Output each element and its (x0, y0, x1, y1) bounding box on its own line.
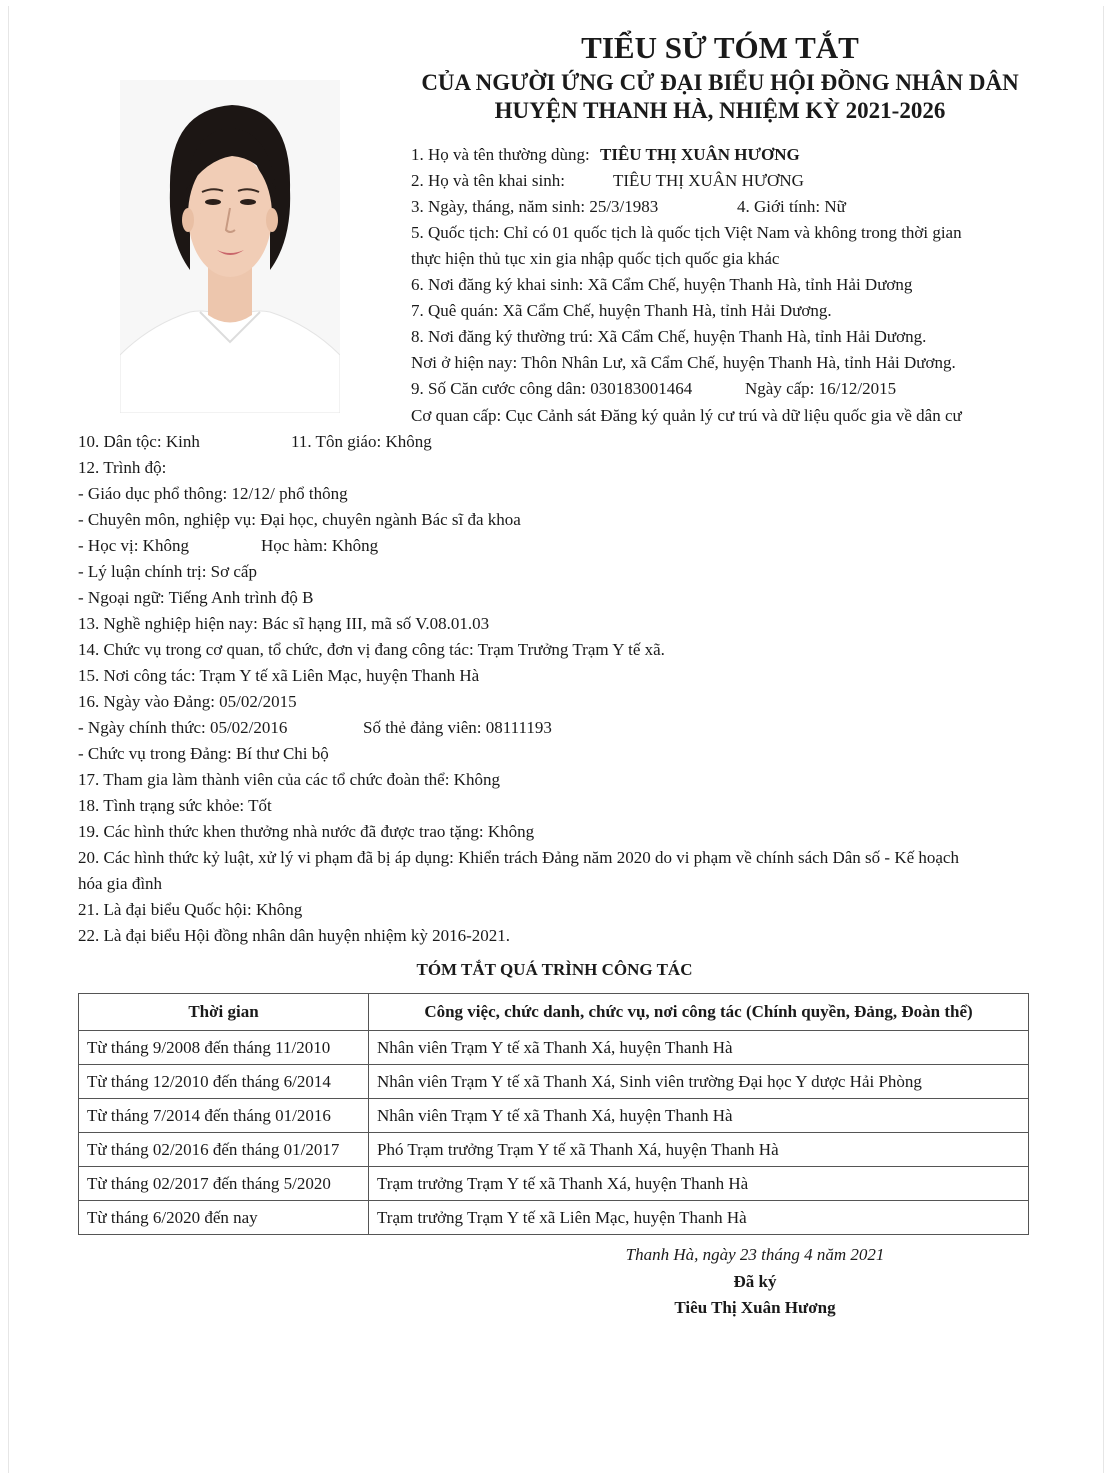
current-residence: Nơi ở hiện nay: Thôn Nhân Lư, xã Cẩm Chế, huyện Thanh Hà, tỉnh Hải Dương. (411, 353, 956, 372)
birth-name-value: TIÊU THỊ XUÂN HƯƠNG (613, 171, 804, 190)
row-time: Từ tháng 9/2008 đến tháng 11/2010 (79, 1031, 369, 1065)
row-job: Nhân viên Trạm Y tế xã Thanh Xá, Sinh viên trường Đại học Y dược Hải Phòng (369, 1065, 1029, 1099)
table-row (79, 1099, 1029, 1133)
religion: 11. Tôn giáo: Không (291, 432, 432, 451)
table-header-row (79, 994, 1029, 1031)
disciplinary-line-1: 20. Các hình thức kỷ luật, xử lý vi phạm đã bị áp dụng: Khiển trách Đảng năm 2020 do vi phạm về chính sách Dân số - Kế hoạch (78, 848, 959, 867)
row-time: Từ tháng 02/2016 đến tháng 01/2017 (79, 1133, 369, 1167)
table-row (79, 1031, 1029, 1065)
common-name-value: TIÊU THỊ XUÂN HƯƠNG (600, 145, 800, 164)
organization-membership: 17. Tham gia làm thành viên của các tổ chức đoàn thể: Không (78, 770, 500, 789)
citizen-id-issuer: Cơ quan cấp: Cục Cảnh sát Đăng ký quản lý cư trú và dữ liệu quốc gia về dân cư (411, 406, 962, 425)
professional-qualification: - Chuyên môn, nghiệp vụ: Đại học, chuyên ngành Bác sĩ đa khoa (78, 510, 521, 529)
common-name-label: 1. Họ và tên thường dùng: (411, 145, 590, 164)
signature-status: Đã ký (733, 1272, 777, 1291)
council-delegate: 22. Là đại biểu Hội đồng nhân dân huyện nhiệm kỳ 2016-2021. (78, 926, 511, 945)
party-position: - Chức vụ trong Đảng: Bí thư Chi bộ (78, 744, 329, 763)
document-subtitle-1: CỦA NGƯỜI ỨNG CỬ ĐẠI BIỂU HỘI ĐỒNG NHÂN DÂN (421, 70, 1019, 95)
row-time: Từ tháng 02/2017 đến tháng 5/2020 (79, 1167, 369, 1201)
education-heading: 12. Trình độ: (78, 458, 167, 477)
document-subtitle-2: HUYỆN THANH HÀ, NHIỆM KỲ 2021-2026 (494, 98, 946, 123)
portrait-photo (120, 80, 340, 413)
birth-registration-place: 6. Nơi đăng ký khai sinh: Xã Cẩm Chế, huyện Thanh Hà, tỉnh Hải Dương (411, 275, 913, 294)
table-row (79, 1133, 1029, 1167)
birth-name-label: 2. Họ và tên khai sinh: (411, 171, 565, 190)
nationality-line-2: thực hiện thủ tục xin gia nhập quốc tịch quốc gia khác (411, 249, 780, 268)
hometown: 7. Quê quán: Xã Cẩm Chế, huyện Thanh Hà, tỉnh Hải Dương. (411, 301, 832, 320)
citizen-id-number: 9. Số Căn cước công dân: 030183001464 (411, 379, 693, 398)
political-theory: - Lý luận chính trị: Sơ cấp (78, 562, 257, 581)
portrait-image (120, 80, 340, 413)
table-row (79, 1065, 1029, 1099)
disciplinary-line-2: hóa gia đình (78, 874, 163, 893)
info-line-2 (411, 169, 565, 193)
row-job: Nhân viên Trạm Y tế xã Thanh Xá, huyện Thanh Hà (369, 1099, 1029, 1133)
national-assembly-delegate: 21. Là đại biểu Quốc hội: Không (78, 900, 303, 919)
row-job: Phó Trạm trưởng Trạm Y tế xã Thanh Xá, huyện Thanh Hà (369, 1133, 1029, 1167)
info-line-1 (411, 143, 800, 167)
foreign-language: - Ngoại ngữ: Tiếng Anh trình độ B (78, 588, 314, 607)
signature-date: Thanh Hà, ngày 23 tháng 4 năm 2021 (625, 1245, 885, 1264)
row-time: Từ tháng 6/2020 đến nay (79, 1201, 369, 1235)
row-job: Trạm trưởng Trạm Y tế xã Liên Mạc, huyện Thanh Hà (369, 1201, 1029, 1235)
column-header-job: Công việc, chức danh, chức vụ, nơi công tác (Chính quyền, Đảng, Đoàn thể) (369, 994, 1029, 1031)
work-history-table (78, 993, 1029, 1235)
permanent-residence: 8. Nơi đăng ký thường trú: Xã Cẩm Chế, huyện Thanh Hà, tỉnh Hải Dương. (411, 327, 927, 346)
academic-title: Học hàm: Không (261, 536, 379, 555)
academic-degree: - Học vị: Không (78, 536, 189, 555)
party-card-number: Số thẻ đảng viên: 08111193 (363, 718, 552, 737)
general-education: - Giáo dục phổ thông: 12/12/ phổ thông (78, 484, 348, 503)
current-occupation: 13. Nghề nghiệp hiện nay: Bác sĩ hạng III, mã số V.08.01.03 (78, 614, 490, 633)
date-of-birth: 3. Ngày, tháng, năm sinh: 25/3/1983 (411, 197, 659, 216)
row-time: Từ tháng 7/2014 đến tháng 01/2016 (79, 1099, 369, 1133)
gender: 4. Giới tính: Nữ (737, 197, 846, 216)
column-header-time: Thời gian (79, 994, 369, 1031)
work-history-title: TÓM TẮT QUÁ TRÌNH CÔNG TÁC (416, 960, 693, 979)
citizen-id-issue-date: Ngày cấp: 16/12/2015 (745, 379, 897, 398)
row-job: Trạm trưởng Trạm Y tế xã Thanh Xá, huyện Thanh Hà (369, 1167, 1029, 1201)
row-job: Nhân viên Trạm Y tế xã Thanh Xá, huyện Thanh Hà (369, 1031, 1029, 1065)
party-join-date: 16. Ngày vào Đảng: 05/02/2015 (78, 692, 297, 711)
awards: 19. Các hình thức khen thưởng nhà nước đã được trao tặng: Không (78, 822, 535, 841)
signature-name: Tiêu Thị Xuân Hương (674, 1298, 836, 1317)
party-official-date: - Ngày chính thức: 05/02/2016 (78, 718, 288, 737)
current-position: 14. Chức vụ trong cơ quan, tổ chức, đơn vị đang công tác: Trạm Trưởng Trạm Y tế xã. (78, 640, 665, 659)
row-time: Từ tháng 12/2010 đến tháng 6/2014 (79, 1065, 369, 1099)
nationality-line-1: 5. Quốc tịch: Chỉ có 01 quốc tịch là quốc tịch Việt Nam và không trong thời gian (411, 223, 962, 242)
document-title: TIỂU SỬ TÓM TẮT (581, 30, 859, 65)
table-row (79, 1167, 1029, 1201)
table-row (79, 1201, 1029, 1235)
ethnicity: 10. Dân tộc: Kinh (78, 432, 200, 451)
health-status: 18. Tình trạng sức khỏe: Tốt (78, 796, 272, 815)
workplace: 15. Nơi công tác: Trạm Y tế xã Liên Mạc, huyện Thanh Hà (78, 666, 480, 685)
